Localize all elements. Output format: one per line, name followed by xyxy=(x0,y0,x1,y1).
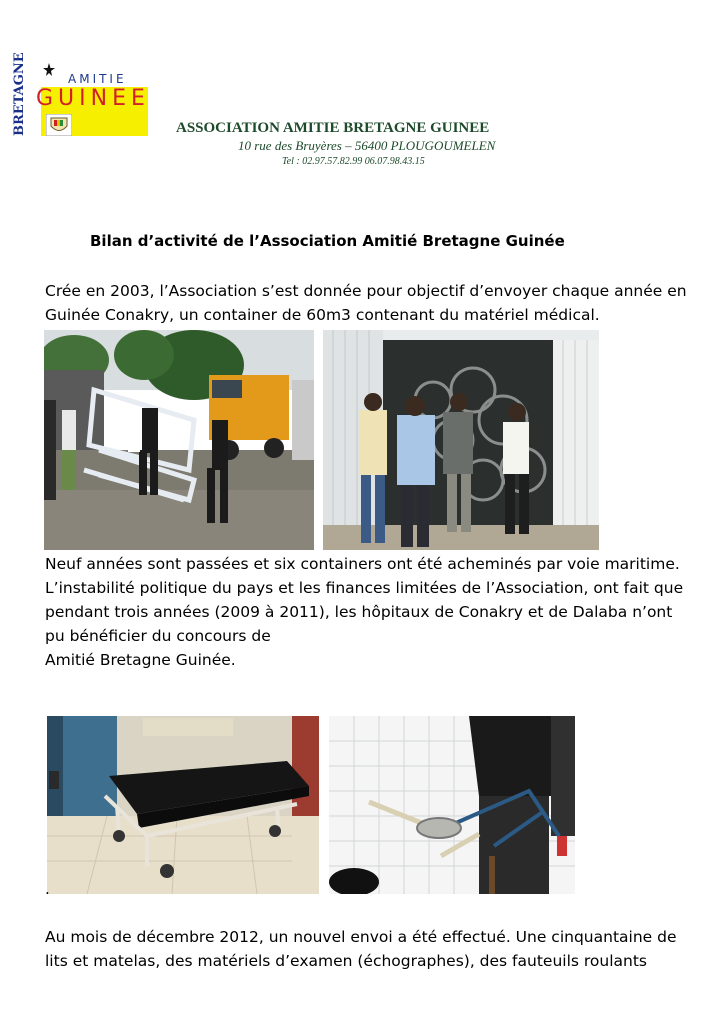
photo-examination-chair xyxy=(329,716,575,894)
photo-hospital-bed xyxy=(47,716,319,894)
photo-container-wheelchairs xyxy=(323,330,599,550)
logo-word-guinee: GUINEE xyxy=(36,86,150,111)
paragraph-history-line-1: Neuf années sont passées et six containers ont été acheminés par voie maritime. xyxy=(45,555,680,573)
separator-dot: . xyxy=(45,880,50,898)
crest-icon xyxy=(46,114,72,136)
photo-unloading-beds xyxy=(44,330,314,550)
association-logo xyxy=(10,52,150,136)
logo-vertical-text: BRETAGNE xyxy=(12,52,27,136)
paragraph-history xyxy=(45,552,695,672)
organization-phone: Tel : 02.97.57.82.99 06.07.98.43.15 xyxy=(282,156,425,167)
organization-address: 10 rue des Bruyères – 56400 PLOUGOUMELEN xyxy=(238,138,496,153)
logo-word-amitie: AMITIE xyxy=(68,72,127,86)
report-title: Bilan d’activité de l’Association Amitié Bretagne Guinée xyxy=(90,232,565,250)
organization-name: ASSOCIATION AMITIE BRETAGNE GUINEE xyxy=(176,120,490,136)
ermine-star-icon xyxy=(42,63,56,77)
paragraph-history-line-2: L’instabilité politique du pays et les finances limitées de l’Association, ont fait que pendant trois années (2009 à 2011), les hôpitaux de Conakry et de Dalaba n’ont pu bénéficier du concours de xyxy=(45,579,684,645)
paragraph-history-line-3: Amitié Bretagne Guinée. xyxy=(45,651,236,669)
paragraph-intro: Crée en 2003, l’Association s’est donnée pour objectif d’envoyer chaque année en Guinée Conakry, un container de 60m3 contenant du matériel médical. xyxy=(45,282,687,324)
paragraph-december-shipment: Au mois de décembre 2012, un nouvel envoi a été effectué. Une cinquantaine de lits et matelas, des matériels d’examen (échographes), des fauteuils roulants xyxy=(45,928,677,970)
